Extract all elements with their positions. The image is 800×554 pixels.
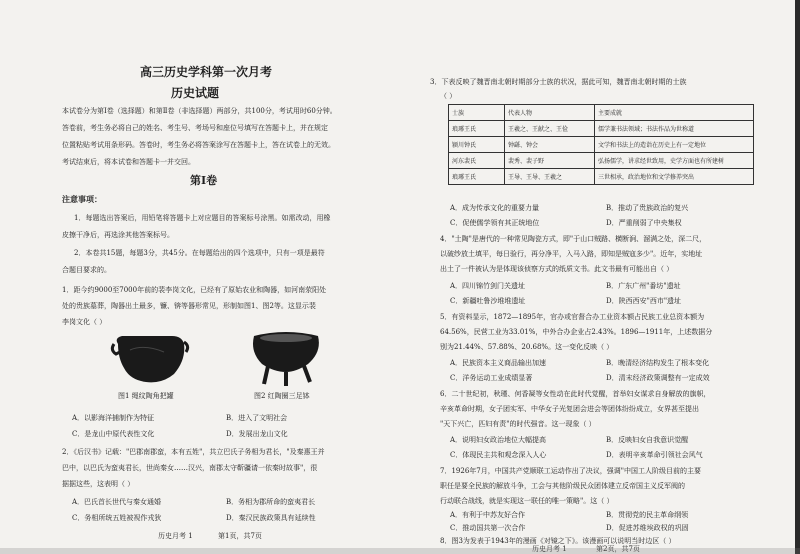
- q3-option-c: C．促使儒学领有其正统地位: [450, 219, 540, 227]
- table-cell: 琅琊王氏: [449, 169, 505, 185]
- table-cell: 钟繇、钟会: [505, 137, 595, 153]
- q6-stem-2: 辛亥革命时期，女子团实军、中华女子光复团会进会等团体纷纷成立，女界甚至提出: [440, 405, 699, 413]
- figure-2-caption: 图2 红陶圈三足钵: [254, 392, 310, 400]
- table-header-row: [449, 105, 754, 121]
- table-header: 士族: [449, 105, 505, 121]
- table-row: [449, 121, 754, 137]
- q7-option-c: C．推动国共第一次合作: [450, 524, 526, 532]
- q6-option-b: B．反映妇女自我意识觉醒: [606, 436, 689, 444]
- q3-stem-1: 3．下表反映了魏晋南北朝时期部分士族的状况，据此可知，魏晋南北朝时期的士族: [430, 78, 687, 86]
- table-cell: 儒学兼书法领域；书法作品为世称道: [595, 121, 754, 137]
- notice-line-1: 1．每题选出答案后，用铅笔将答题卡上对应题目的答案标号涂黑。如需改动，用橡: [74, 214, 331, 222]
- notice-heading: 注意事项：: [62, 194, 102, 204]
- q3-stem-2: （ ）: [440, 92, 457, 100]
- q2-stem-1: 2．《后汉书》记载："巴郡南郡蛮，本有五姓"，共立巴氏子务相为君长，"及秦惠王并: [62, 448, 325, 456]
- figure-2-tripod-bowl: [248, 326, 324, 388]
- q6-stem-1: 6．二十世纪初，秋瑾、何香凝等女性动在此时代觉醒，首举妇女谋求自身解放的旗帜，: [440, 390, 711, 398]
- q7-stem-1: 7．1926年7月，中国共产党顺联工运动作出了决议，强调"中国工人阶级目前的主要: [440, 467, 701, 475]
- q5-stem-2: 64.56%，民营工业为33.01%，中外合办企业占2.43%。1896—1911年，上述数据分: [440, 328, 713, 336]
- section-heading: 第Ⅰ卷: [190, 174, 218, 187]
- notice-line-3: 2．本卷共15题，每题3分，共45分。在每题给出的四个选项中，只有一项是最符: [74, 249, 325, 257]
- page-2-footer-exam: 历史月考 1: [532, 545, 567, 553]
- q4-stem-1: 4．"土陶"是唐代的一种常见陶瓷方式，即"于山口贼路、横断涧、溜满之处，深二尺，: [440, 235, 707, 243]
- page-2-footer-page: 第2页，共7页: [596, 545, 640, 553]
- table-row: [449, 137, 754, 153]
- table-cell: 颍川钟氏: [449, 137, 505, 153]
- q3-option-a: A．成为传承文化的重要力量: [450, 204, 540, 212]
- figure-1-pottery-jar: [110, 330, 190, 386]
- exam-subtitle: 历史试题: [171, 86, 220, 100]
- q2-option-b: B．务相为郡所命的蛮夷君长: [226, 498, 316, 506]
- table-header: 主要成就: [595, 105, 754, 121]
- q7-stem-3: 行动联合战线，就是实现这一联任的唯一策略"。这（ ）: [440, 497, 614, 505]
- table-header: 代表人物: [505, 105, 595, 121]
- exam-page-2: [400, 0, 800, 554]
- q6-option-d: D．表明辛亥革命引领社会风气: [606, 451, 703, 459]
- q1-option-d: D．发展出龙山文化: [226, 430, 288, 438]
- q2-stem-3: 据据这些，这表明（ ）: [62, 480, 135, 488]
- notice-line-2: 皮擦干净后，再选涂其他答案标号。: [62, 231, 174, 239]
- q2-stem-2: 巴中，以巴氏为蛮夷君长，世尚秦女……汉兴，南郡太守靳疆请一依秦时故事"，很: [62, 464, 318, 472]
- table-cell: 文学和书法上的造诣在历史上有一定地位: [595, 137, 754, 153]
- table-cell: 王导、王导、王羲之: [505, 169, 595, 185]
- notice-line-4: 合题目要求的。: [62, 266, 111, 274]
- intro-line-1: 本试卷分为第Ⅰ卷（选择题）和第Ⅱ卷（非选择题）两部分，共100分，考试用时60分钟。: [62, 107, 337, 115]
- q2-option-c: C．务相所统五姓被视作戎狄: [72, 514, 162, 522]
- q4-stem-2: 以破纱放土填平，每日验行，再分净平，入马入路，即知是贼寇多少"。近年，实地址: [440, 250, 703, 258]
- q5-option-b: B．晚清经济结构发生了根本变化: [606, 359, 710, 367]
- table-cell: 弘扬儒学，讲求经世致用，史学方面也有所建树: [595, 153, 754, 169]
- q7-option-d: D．促进苏维埃政权的巩固: [606, 524, 689, 532]
- q1-stem-2: 处的贵族墓葬，陶器出土最多，镰、锛等器形常见，形制如图1、图2等。这显示裴: [62, 302, 316, 310]
- q1-stem-3: 李岗文化（ ）: [62, 318, 107, 326]
- intro-line-2: 答卷前，考生务必将自己的姓名、考生号、考场号和座位号填写在答题卡上，并在规定: [62, 124, 328, 132]
- figure-1-caption: 图1 绳纹陶角把罐: [118, 392, 174, 400]
- q5-option-a: A．民族资本主义商品输出加速: [450, 359, 547, 367]
- q7-option-a: A．有利于中苏友好合作: [450, 511, 526, 519]
- q4-option-a: A．四川锦竹剑门关遗址: [450, 282, 526, 290]
- q4-stem-3: 出土了一件被认为是体现该侦察方式的纸质文书。此文书最有可能出自（ ）: [440, 265, 674, 273]
- exam-title: 高三历史学科第一次月考: [140, 65, 273, 79]
- q4-option-b: B．广东广州"番坊"遗址: [606, 282, 681, 290]
- intro-line-3: 位置粘贴考试用条形码。答卷时，考生务必将答案涂写在答题卡上，答在试卷上的无效。: [62, 141, 335, 149]
- q7-stem-2: 职任是要全民族的解放斗争，工会与其他阶级民众团体建立反帝国主义反军阀的: [440, 482, 685, 490]
- q5-option-d: D．清末经济政策调整有一定成效: [606, 374, 710, 382]
- table-cell: 三世相承，政治地位和文学修养突出: [595, 169, 754, 185]
- page-1-footer-page: 第1页，共7页: [218, 532, 262, 540]
- q2-option-d: D．秦汉民族政策具有延续性: [226, 514, 316, 522]
- table-row: [449, 169, 754, 185]
- q3-source-table: [448, 104, 754, 185]
- table-cell: 河东裴氏: [449, 153, 505, 169]
- q1-option-b: B．进入了文明社会: [226, 414, 288, 422]
- q1-option-a: A．以影海洋捕制作为特征: [72, 414, 155, 422]
- intro-line-4: 考试结束后，将本试卷和答题卡一并交回。: [62, 158, 195, 166]
- table-row: [449, 153, 754, 169]
- table-cell: 琅琊王氏: [449, 121, 505, 137]
- q2-option-a: A．巴氏首长世代与秦女通婚: [72, 498, 162, 506]
- q4-option-c: C．新疆吐鲁沙堆堆遗址: [450, 297, 526, 305]
- q7-option-b: B．贯彻党的民主革命纲领: [606, 511, 689, 519]
- q6-option-c: C．体现民主共和观念深入人心: [450, 451, 547, 459]
- scan-edge-shadow: [795, 0, 800, 554]
- q4-option-d: D．陕西西安"西市"遗址: [606, 297, 682, 305]
- q3-option-b: B．推动了贵族政治的复兴: [606, 204, 689, 212]
- q3-option-d: D．严重削弱了中央集权: [606, 219, 682, 227]
- table-cell: 裴秀、裴子野: [505, 153, 595, 169]
- q5-stem-1: 5．有资料显示，1872—1895年，官办或官督合办工业资本额占民族工业总资本额为: [440, 313, 705, 321]
- q5-option-c: C．洋务运动工业成绩显著: [450, 374, 533, 382]
- q1-stem-1: 1．距今约9000至7000年前的裴李岗文化，已经有了原始农业和陶器，如河南荥阳处: [62, 286, 327, 294]
- q6-option-a: A．说明妇女政治地位大幅提高: [450, 436, 547, 444]
- page-1-footer-exam: 历史月考 1: [158, 532, 193, 540]
- q8-stem-1: 8．图3为发表于1943年的漫画《对镜之下》。该漫画可以说明当时边区（ ）: [440, 537, 676, 545]
- q1-option-c: C．是龙山中原代表性文化: [72, 430, 155, 438]
- scan-bottom-shadow: [0, 548, 800, 554]
- table-cell: 王羲之、王献之、王俭: [505, 121, 595, 137]
- q5-stem-3: 别为21.44%、57.88%、20.68%。这一变化反映（ ）: [440, 343, 614, 351]
- q6-stem-3: "天下兴亡，匹妇有责"的时代强音。这一现象（ ）: [440, 420, 596, 428]
